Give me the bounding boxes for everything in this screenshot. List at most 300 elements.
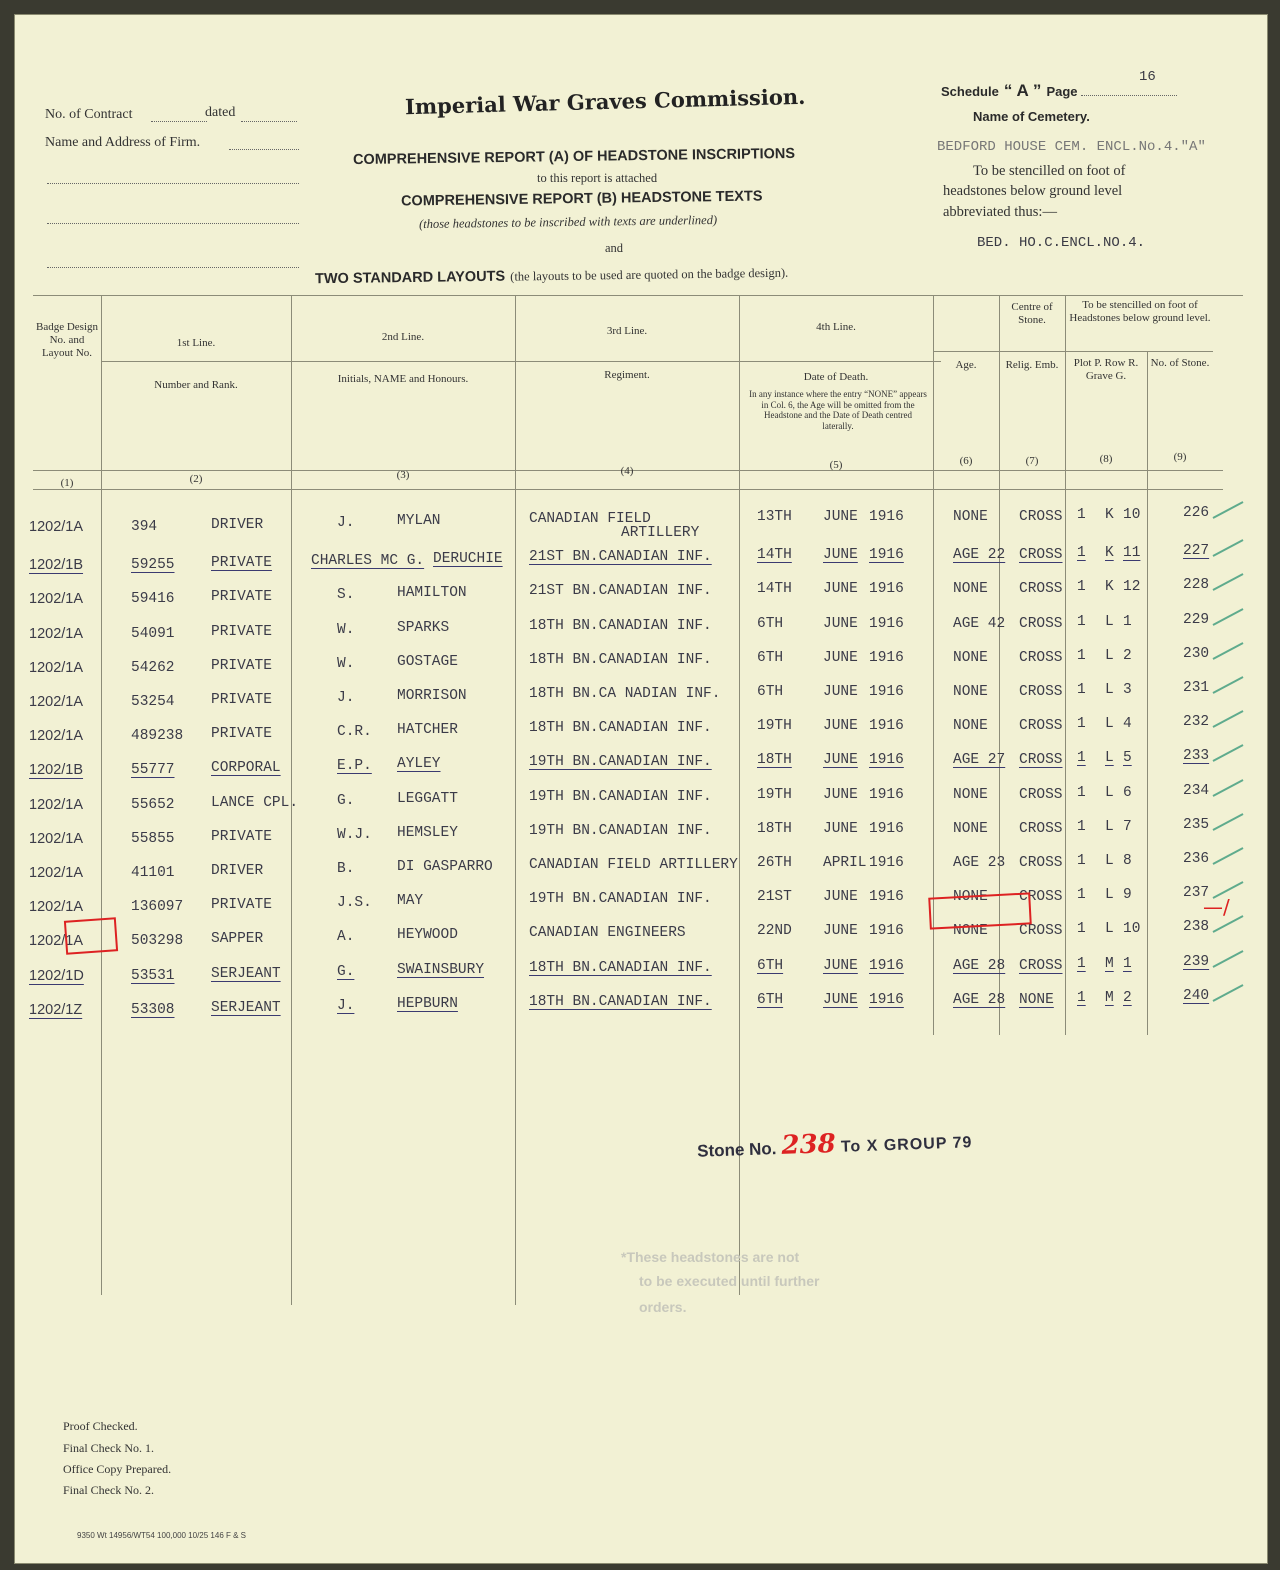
stone-number-handwritten: 238 (780, 1128, 837, 1161)
stone-number: 234 (1183, 782, 1210, 799)
rank: LANCE CPL. (211, 794, 299, 811)
footer-proof: Proof Checked. (63, 1419, 138, 1433)
col-line1-title: 1st Line. (176, 337, 216, 349)
age: NONE (953, 718, 988, 735)
religious-emblem: NONE (1019, 991, 1054, 1008)
surname: HEYWOOD (397, 927, 458, 944)
table-top-rule (33, 295, 1243, 296)
badge-design: 1202/1A (29, 865, 84, 881)
rank: DRIVER (211, 863, 264, 879)
regiment: 18TH BN.CANADIAN INF. (529, 993, 712, 1010)
col-line2-title: 2nd Line. (381, 331, 425, 343)
religious-emblem: CROSS (1019, 855, 1063, 871)
col-num-3: (3) (396, 469, 410, 481)
service-number: 53531 (131, 967, 175, 984)
stone-annotation (697, 1124, 973, 1164)
initials: CHARLES MC G. (311, 553, 425, 570)
service-number: 503298 (131, 933, 184, 950)
col-num-9: (9) (1173, 451, 1187, 463)
plot: 1 (1077, 716, 1086, 733)
stencil-note-3: abbreviated thus:— (943, 204, 1057, 220)
print-code: 9350 Wt 14956/WT54 100,000 10/25 146 F & S (77, 1531, 246, 1540)
death-month: JUNE (823, 684, 858, 700)
regiment: 21ST BN.CANADIAN INF. (529, 549, 712, 566)
plot: 1 (1077, 955, 1086, 972)
stone-number: 233 (1183, 748, 1210, 765)
footer-final-2: Final Check No. 2. (63, 1483, 154, 1497)
initials: G. (337, 792, 355, 809)
religious-emblem: CROSS (1019, 957, 1063, 974)
regiment: 18TH BN.CANADIAN INF. (529, 617, 712, 634)
initials: S. (337, 587, 355, 604)
regiment: 18TH BN.CA NADIAN INF. (529, 686, 721, 702)
age: AGE 22 (953, 547, 1006, 564)
death-day: 21ST (757, 889, 792, 906)
plot: 1 (1077, 853, 1086, 869)
age: AGE 28 (953, 991, 1006, 1008)
death-year: 1916 (869, 889, 904, 906)
plot: 1 (1077, 545, 1086, 562)
initials: J. (337, 515, 355, 531)
death-year: 1916 (869, 581, 904, 598)
death-day: 13TH (757, 509, 792, 525)
initials: C.R. (337, 724, 372, 741)
grave-number: 2 (1123, 989, 1132, 1006)
service-number: 59255 (131, 557, 175, 574)
age: NONE (953, 509, 988, 525)
col-line4-note: In any instance where the entry “NONE” appears in Col. 6, the Age will be omitted from the Headstone and the Date of Death centred laterally. (749, 389, 927, 431)
age: AGE 27 (953, 752, 1006, 769)
stone-group: To X GROUP 79 (840, 1134, 973, 1156)
regiment: 18TH BN.CANADIAN INF. (529, 720, 712, 737)
service-number: 59416 (131, 591, 175, 608)
firm-label: Name and Address of Firm. (45, 135, 201, 150)
grave-number: 10 (1123, 507, 1141, 523)
initials: J.S. (337, 895, 372, 912)
schedule-line: Schedule “ A ” Page (941, 81, 1078, 100)
and-word: and (605, 241, 624, 255)
badge-design: 1202/1Z (29, 1001, 83, 1018)
grave-row: L (1105, 682, 1114, 698)
badge-design: 1202/1B (29, 762, 84, 779)
regiment: 19TH BN.CANADIAN INF. (529, 891, 712, 908)
grave-number: 9 (1123, 887, 1132, 904)
death-year: 1916 (869, 820, 904, 837)
surname: HAMILTON (397, 585, 467, 602)
grave-number: 10 (1123, 921, 1141, 938)
age: NONE (953, 581, 988, 598)
death-day: 18TH (757, 752, 792, 769)
badge-design: 1202/1A (29, 694, 84, 710)
stone-number: 229 (1183, 611, 1210, 628)
footer-final-1: Final Check No. 1. (63, 1441, 154, 1455)
badge-design: 1202/1A (29, 625, 84, 642)
death-day: 6TH (757, 957, 784, 974)
death-month: JUNE (823, 923, 858, 940)
initials: G. (337, 963, 355, 980)
death-day: 6TH (757, 684, 784, 700)
green-check-mark (1213, 574, 1244, 592)
plot: 1 (1077, 784, 1086, 801)
death-year: 1916 (869, 957, 904, 974)
age: NONE (953, 820, 988, 837)
layouts-note: (the layouts to be used are quoted on the badge design). (510, 265, 789, 284)
plot: 1 (1077, 887, 1086, 904)
badge-design: 1202/1A (29, 591, 84, 608)
death-year: 1916 (869, 684, 904, 700)
rank: DRIVER (211, 517, 264, 533)
stencil-abbrev: BED. HO.C.ENCL.NO.4. (977, 235, 1146, 251)
stone-number: 236 (1183, 851, 1210, 867)
stencil-note-1: To be stencilled on foot of (973, 163, 1126, 179)
surname: DI GASPARRO (397, 859, 493, 875)
death-month: JUNE (823, 957, 858, 974)
death-year: 1916 (869, 509, 904, 525)
age: NONE (953, 786, 988, 803)
col-centre-title: Centre of Stone. (1011, 301, 1053, 326)
regiment: CANADIAN FIELD ARTILLERY (529, 857, 738, 873)
religious-emblem: CROSS (1019, 820, 1063, 837)
grave-row: L (1105, 818, 1114, 835)
stencil-note-2: headstones below ground level (943, 183, 1123, 199)
death-month: JUNE (823, 752, 858, 769)
surname: GOSTAGE (397, 653, 458, 670)
death-day: 18TH (757, 820, 792, 837)
stone-number: 228 (1183, 577, 1210, 594)
grave-number: 2 (1123, 647, 1132, 664)
religious-emblem: CROSS (1019, 889, 1063, 906)
stamp-line-3: orders. (639, 1299, 687, 1315)
col-line2-sub: Initials, NAME and Honours. (337, 373, 469, 385)
col-badge-title: Badge Design No. and Layout No. (35, 321, 98, 359)
green-check-mark (1213, 950, 1244, 968)
grave-row: L (1105, 613, 1114, 630)
stone-number: 240 (1183, 987, 1210, 1004)
death-month: JUNE (823, 718, 858, 735)
regiment: 18TH BN.CANADIAN INF. (529, 959, 712, 976)
death-month: JUNE (823, 615, 858, 632)
death-month: JUNE (823, 786, 858, 803)
religious-emblem: CROSS (1019, 786, 1063, 803)
death-day: 6TH (757, 615, 784, 632)
death-day: 14TH (757, 581, 792, 598)
green-check-mark (1213, 501, 1244, 519)
death-month: JUNE (823, 889, 858, 906)
grave-number: 11 (1123, 545, 1141, 562)
death-month: JUNE (823, 820, 858, 837)
age: NONE (953, 889, 988, 906)
stone-number: 226 (1183, 505, 1210, 521)
grave-row: K (1105, 507, 1114, 523)
religious-emblem: CROSS (1019, 581, 1063, 598)
regiment-line-2: ARTILLERY (621, 525, 700, 541)
age: AGE 42 (953, 615, 1006, 632)
surname: HEPBURN (397, 995, 458, 1012)
grave-number: 7 (1123, 818, 1132, 835)
regiment: CANADIAN ENGINEERS (529, 925, 686, 942)
death-day: 6TH (757, 649, 784, 666)
surname: SWAINSBURY (397, 961, 485, 978)
stamp-line-2: to be executed until further (639, 1273, 820, 1289)
surname: HATCHER (397, 722, 458, 739)
death-month: JUNE (823, 581, 858, 598)
col-num-1: (1) (60, 477, 74, 489)
badge-design: 1202/1A (29, 519, 84, 535)
col-line4-title: 4th Line. (816, 321, 856, 333)
religious-emblem: CROSS (1019, 923, 1063, 940)
surname: LEGGATT (397, 790, 458, 807)
stone-label: Stone No. (696, 1139, 777, 1161)
col-num-4: (4) (620, 465, 634, 477)
page-number: 16 (1139, 69, 1156, 85)
rank: CORPORAL (211, 760, 281, 777)
plot: 1 (1077, 647, 1086, 664)
initials: B. (337, 861, 355, 877)
grave-number: 1 (1123, 613, 1132, 630)
badge-design: 1202/1A (29, 659, 84, 676)
badge-design: 1202/1A (29, 796, 84, 813)
surname: DERUCHIE (433, 551, 503, 568)
green-check-mark (1213, 813, 1244, 831)
service-number: 136097 (131, 899, 184, 916)
death-year: 1916 (869, 649, 904, 666)
religious-emblem: CROSS (1019, 649, 1063, 666)
grave-number: 6 (1123, 784, 1132, 801)
plot: 1 (1077, 921, 1086, 938)
stamp-line-1: *These headstones are not (621, 1249, 800, 1265)
green-check-mark (1213, 745, 1244, 763)
rank: SERJEANT (211, 965, 281, 982)
col-age-sub: Age. (955, 359, 977, 371)
stone-number: 239 (1183, 953, 1210, 970)
rank: PRIVATE (211, 726, 272, 743)
grave-row: L (1105, 716, 1114, 733)
layouts-line (315, 262, 788, 288)
religious-emblem: CROSS (1019, 547, 1063, 564)
stone-number: 231 (1183, 680, 1210, 696)
stone-number: 235 (1183, 816, 1210, 833)
layouts-bold: TWO STANDARD LAYOUTS (314, 268, 506, 288)
service-number: 489238 (131, 728, 184, 745)
service-number: 41101 (131, 865, 175, 881)
grave-row: L (1105, 853, 1114, 869)
col-line1-sub: Number and Rank. (154, 379, 238, 391)
religious-emblem: CROSS (1019, 752, 1063, 769)
death-day: 6TH (757, 991, 784, 1008)
badge-design: 1202/1D (29, 967, 84, 984)
dated-label: dated (205, 105, 236, 120)
stone-number: 237 (1183, 885, 1210, 902)
footer-office: Office Copy Prepared. (63, 1462, 172, 1476)
grave-row: L (1105, 921, 1114, 938)
document-sheet (14, 14, 1268, 1564)
col-num-5: (5) (829, 459, 843, 471)
grave-row: L (1105, 750, 1114, 767)
plot: 1 (1077, 818, 1086, 835)
rank: SAPPER (211, 931, 264, 948)
death-month: JUNE (823, 649, 858, 666)
age: NONE (953, 923, 988, 940)
initials: A. (337, 929, 355, 946)
col-stone-sub: No. of Stone. (1150, 357, 1210, 369)
death-day: 26TH (757, 855, 792, 871)
service-number: 394 (131, 519, 158, 535)
rank: SERJEANT (211, 999, 281, 1016)
grave-number: 4 (1123, 716, 1132, 733)
religious-emblem: CROSS (1019, 684, 1063, 700)
green-check-mark (1213, 984, 1244, 1002)
red-box-badge (64, 917, 118, 955)
religious-emblem: CROSS (1019, 718, 1063, 735)
plot: 1 (1077, 750, 1086, 767)
green-check-mark (1213, 642, 1244, 660)
rank: PRIVATE (211, 897, 272, 914)
death-day: 19TH (757, 718, 792, 735)
death-year: 1916 (869, 718, 904, 735)
grave-number: 3 (1123, 682, 1132, 698)
grave-row: L (1105, 784, 1114, 801)
initials: W. (337, 655, 355, 672)
plot: 1 (1077, 989, 1086, 1006)
col-relig-sub: Relig. Emb. (1005, 359, 1059, 371)
stone-number: 227 (1183, 543, 1210, 560)
col-line3-sub: Regiment. (604, 369, 650, 381)
contract-label: No. of Contract (45, 107, 133, 122)
report-b-title: COMPREHENSIVE REPORT (B) HEADSTONE TEXTS (400, 188, 763, 210)
grave-row: M (1105, 955, 1114, 972)
badge-design: 1202/1B (29, 557, 84, 574)
age: AGE 28 (953, 957, 1006, 974)
report-a-title: COMPREHENSIVE REPORT (A) OF HEADSTONE INSCRIPTIONS (352, 145, 796, 169)
surname: MYLAN (397, 513, 441, 529)
death-month: JUNE (823, 509, 858, 525)
col-stencil-title: To be stencilled on foot of Headstones below ground level. (1069, 299, 1211, 324)
regiment: 19TH BN.CANADIAN INF. (529, 822, 712, 839)
underlined-note: (those headstones to be inscribed with texts are underlined) (418, 212, 718, 232)
col-line4-sub: Date of Death. (803, 371, 869, 383)
cemetery-name: BEDFORD HOUSE CEM. ENCL.No.4."A" (937, 139, 1206, 155)
cemetery-label: Name of Cemetery. (973, 109, 1090, 124)
rank: PRIVATE (211, 589, 272, 606)
death-year: 1916 (869, 786, 904, 803)
rank: PRIVATE (211, 555, 272, 572)
service-number: 54091 (131, 625, 175, 642)
grave-row: K (1105, 545, 1114, 562)
regiment: 21ST BN.CANADIAN INF. (529, 583, 712, 600)
badge-design: 1202/1A (29, 933, 84, 950)
death-month: JUNE (823, 991, 858, 1008)
surname: MAY (397, 893, 424, 910)
green-check-mark (1213, 676, 1244, 694)
regiment: 18TH BN.CANADIAN INF. (529, 651, 712, 668)
grave-number: 5 (1123, 750, 1132, 767)
stone-number: 238 (1183, 919, 1210, 936)
regiment: 19TH BN.CANADIAN INF. (529, 788, 712, 805)
death-month: JUNE (823, 547, 858, 564)
plot: 1 (1077, 507, 1086, 523)
col-num-2: (2) (189, 473, 203, 485)
grave-row: M (1105, 989, 1114, 1006)
col-num-6: (6) (959, 455, 973, 467)
col-plot-sub: Plot P. Row R. Grave G. (1073, 357, 1139, 382)
green-check-mark (1213, 779, 1244, 797)
initials: W. (337, 621, 355, 638)
death-day: 22ND (757, 923, 792, 940)
initials: J. (337, 997, 355, 1014)
age: NONE (953, 684, 988, 700)
badge-design: 1202/1A (29, 899, 84, 916)
grave-row: L (1105, 887, 1114, 904)
initials: W.J. (337, 826, 372, 843)
surname: AYLEY (397, 756, 441, 773)
death-year: 1916 (869, 923, 904, 940)
service-number: 55777 (131, 762, 175, 779)
regiment: CANADIAN FIELD (529, 511, 651, 527)
death-month: APRIL (823, 855, 867, 871)
surname: MORRISON (397, 688, 467, 704)
grave-row: K (1105, 579, 1114, 596)
death-year: 1916 (869, 752, 904, 769)
service-number: 53308 (131, 1001, 175, 1018)
grave-row: L (1105, 647, 1114, 664)
service-number: 54262 (131, 659, 175, 676)
death-year: 1916 (869, 547, 904, 564)
green-check-mark (1213, 608, 1244, 626)
surname: SPARKS (397, 619, 450, 636)
death-day: 14TH (757, 547, 792, 564)
service-number: 55652 (131, 796, 175, 813)
badge-design: 1202/1A (29, 830, 84, 847)
grave-number: 1 (1123, 955, 1132, 972)
col-line3-title: 3rd Line. (606, 325, 648, 337)
religious-emblem: CROSS (1019, 509, 1063, 525)
age: AGE 23 (953, 855, 1006, 871)
surname: HEMSLEY (397, 824, 458, 841)
rank: PRIVATE (211, 692, 272, 708)
green-check-mark (1213, 539, 1244, 557)
rank: PRIVATE (211, 828, 272, 845)
grave-number: 8 (1123, 853, 1132, 869)
service-number: 55855 (131, 830, 175, 847)
regiment: 19TH BN.CANADIAN INF. (529, 754, 712, 771)
initials: E.P. (337, 758, 372, 775)
death-year: 1916 (869, 855, 904, 871)
red-box-age (928, 892, 1032, 929)
initials: J. (337, 690, 355, 706)
rank: PRIVATE (211, 623, 272, 640)
death-year: 1916 (869, 991, 904, 1008)
death-day: 19TH (757, 786, 792, 803)
stone-number: 230 (1183, 645, 1210, 662)
green-check-mark (1213, 847, 1244, 865)
service-number: 53254 (131, 694, 175, 710)
attached-line: to this report is attached (537, 171, 658, 185)
stone-number: 232 (1183, 714, 1210, 731)
green-check-mark (1213, 710, 1244, 728)
age: NONE (953, 649, 988, 666)
col-num-7: (7) (1025, 455, 1039, 467)
plot: 1 (1077, 579, 1086, 596)
plot: 1 (1077, 613, 1086, 630)
red-tally-mark: —/ (1203, 895, 1230, 919)
death-year: 1916 (869, 615, 904, 632)
col-num-8: (8) (1099, 453, 1113, 465)
rank: PRIVATE (211, 657, 272, 674)
religious-emblem: CROSS (1019, 615, 1063, 632)
grave-number: 12 (1123, 579, 1141, 596)
plot: 1 (1077, 682, 1086, 698)
commission-title: Imperial War Graves Commission. (404, 83, 806, 120)
